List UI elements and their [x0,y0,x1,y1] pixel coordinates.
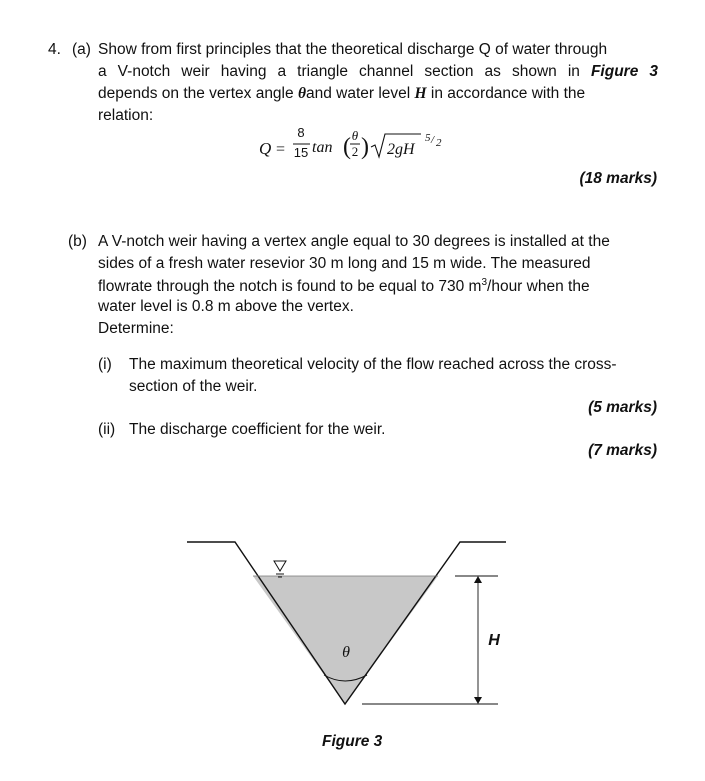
cubic-superscript: 3 [481,277,488,288]
part-a-line-1: Show from first principles that the theoretical discharge Q of water through [98,41,608,58]
formula-q: Q [259,139,272,158]
formula-exp-slash: / [431,134,435,146]
sub-i-marks: (5 marks) [588,399,657,416]
part-a-label: (a) [72,41,91,58]
part-b-line-3-pre: flowrate through the notch is found to be equal to 730 m [98,278,482,296]
formula-fraction-numerator: 8 [297,125,305,140]
formula-left-paren: ( [343,134,351,160]
theta-symbol: θ [297,85,306,102]
formula-fraction-denominator: 15 [293,145,309,160]
figure-caption: Figure 3 [322,733,383,750]
water-region [253,576,438,704]
formula-equals: = [276,141,286,158]
sub-i-line-1: The maximum theoretical velocity of the flow reached across the cross- [129,356,617,373]
theta-figure-label: θ [342,644,350,661]
part-a-line-2-text: a V-notch weir having a triangle channel section as shown in [98,63,591,80]
h-arrow-bottom [474,697,482,704]
part-b-label: (b) [68,233,87,250]
h-figure-label: H [488,632,500,649]
part-a-marks: (18 marks) [579,170,657,187]
formula-exp-den: 2 [436,137,442,149]
sub-i-label: (i) [98,356,112,373]
free-surface-symbol [274,561,286,571]
formula-root-content: 2gH [387,141,415,158]
part-b-line-2: sides of a fresh water resevior 30 m long and 15 m wide. The measured [98,255,591,272]
formula-half-two: 2 [351,144,359,159]
figure-3-reference: Figure 3 [590,63,659,80]
sub-ii-text: The discharge coefficient for the weir. [129,421,386,438]
h-symbol: H [414,85,427,102]
h-arrow-top [474,576,482,583]
formula-tan: tan [312,139,333,156]
formula-half-theta: θ [351,128,359,143]
part-b-line-3-post: /hour when the [487,278,590,296]
part-a-line-3-post: in accordance with the [426,85,586,102]
part-a-line-4: relation: [98,107,154,124]
sub-ii-label: (ii) [98,421,116,438]
formula-right-paren: ) [361,134,369,160]
formula-exp-num: 5 [425,132,431,144]
part-b-line-1: A V-notch weir having a vertex angle equal to 30 degrees is installed at the [98,233,610,250]
part-a-line-3-mid: and water level [305,85,415,102]
part-b-determine: Determine: [98,320,174,337]
sub-ii-marks: (7 marks) [588,442,657,459]
sub-i-line-2: section of the weir. [129,378,258,395]
part-b-line-4: water level is 0.8 m above the vertex. [98,298,354,315]
question-number: 4. [48,41,61,58]
part-a-line-3-pre: depends on the vertex angle [98,85,298,102]
